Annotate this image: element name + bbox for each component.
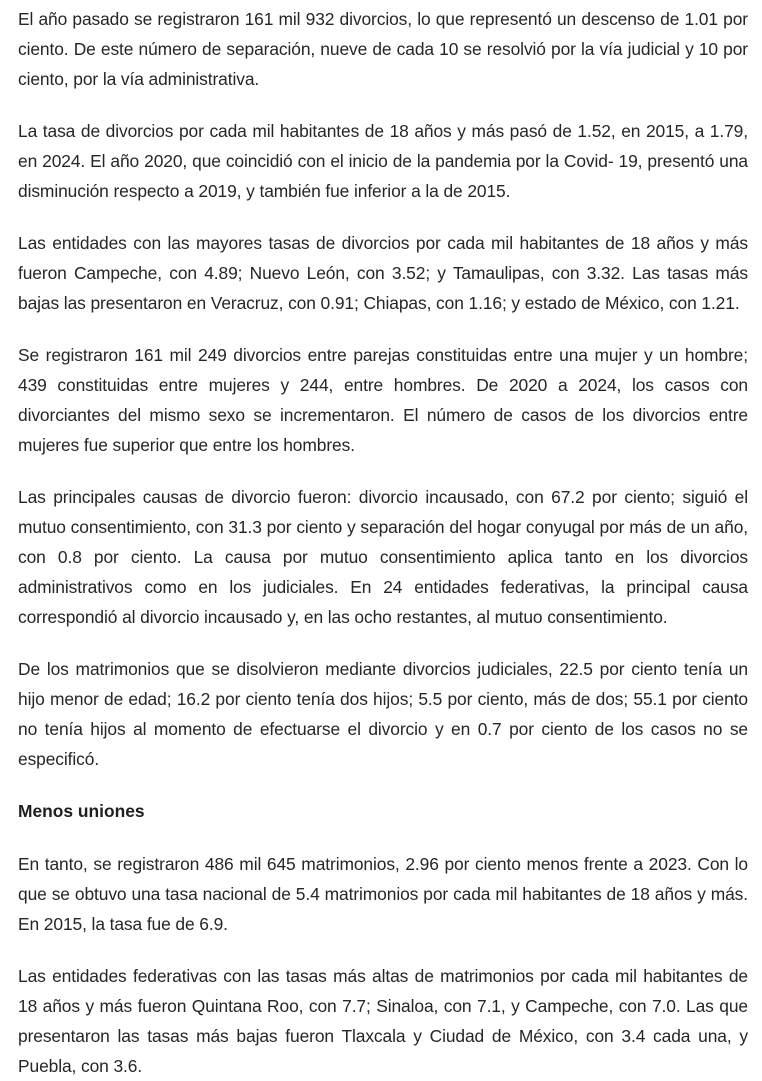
paragraph-states-divorce-rates: Las entidades con las mayores tasas de divorcios por cada mil habitantes de 18 años y más fueron Campeche, con 4.89; Nuevo León, con 3.52; y Tamaulipas, con 3.32. Las tasas más bajas las presentaron en Veracruz, con 0.91; Chiapas, con 1.16; y estado de México, con 1.21. (18, 233, 748, 313)
paragraph-children: De los matrimonios que se disolvieron mediante divorcios judiciales, 22.5 por ciento tenía un hijo menor de edad; 16.2 por ciento tenía dos hijos; 5.5 por ciento, más de dos; 55.1 por ciento no tenía hijos al momento de efectuarse el divorcio y en 0.7 por ciento de los casos no se especificó. (18, 659, 748, 769)
paragraph-divorces-total: El año pasado se registraron 161 mil 932 divorcios, lo que representó un descenso de 1.01 por ciento. De este número de separación, nueve de cada 10 se resolvió por la vía judicial y 10 por ciento, por la vía administrativa. (18, 9, 748, 89)
paragraph-marriages-total: En tanto, se registraron 486 mil 645 matrimonios, 2.96 por ciento menos frente a 2023. Con lo que se obtuvo una tasa nacional de 5.4 matrimonios por cada mil habitantes de 18 años y más. En 2015, la tasa fue de 6.9. (18, 854, 748, 934)
paragraph-divorce-rate: La tasa de divorcios por cada mil habitantes de 18 años y más pasó de 1.52, en 2015, a 1.79, en 2024. El año 2020, que coincidió con el inicio de la pandemia por la Covid- 19, presentó una disminución respecto a 2019, y también fue inferior a la de 2015. (18, 121, 748, 201)
section-heading: Menos uniones (18, 801, 145, 821)
paragraph-divorce-causes: Las principales causas de divorcio fueron: divorcio incausado, con 67.2 por ciento; siguió el mutuo consentimiento, con 31.3 por ciento y separación del hogar conyugal por más de un año, con 0.8 por ciento. La causa por mutuo consentimiento aplica tanto en los divorcios administrativos como en los judiciales. En 24 entidades federativas, la principal causa correspondió al divorcio incausado y, en las ocho restantes, al mutuo consentimiento. (18, 487, 748, 627)
paragraph-states-marriage-rates: Las entidades federativas con las tasas más altas de matrimonios por cada mil habitantes de 18 años y más fueron Quintana Roo, con 7.7; Sinaloa, con 7.1, y Campeche, con 7.0. Las que presentaron las tasas más bajas fueron Tlaxcala y Ciudad de México, con 3.4 cada una, y Puebla, con 3.6. (18, 966, 748, 1076)
paragraph-couple-types: Se registraron 161 mil 249 divorcios entre parejas constituidas entre una mujer y un hombre; 439 constituidas entre mujeres y 244, entre hombres. De 2020 a 2024, los casos con divorciantes del mismo sexo se incrementaron. El número de casos de los divorcios entre mujeres fue superior que entre los hombres. (18, 345, 748, 455)
